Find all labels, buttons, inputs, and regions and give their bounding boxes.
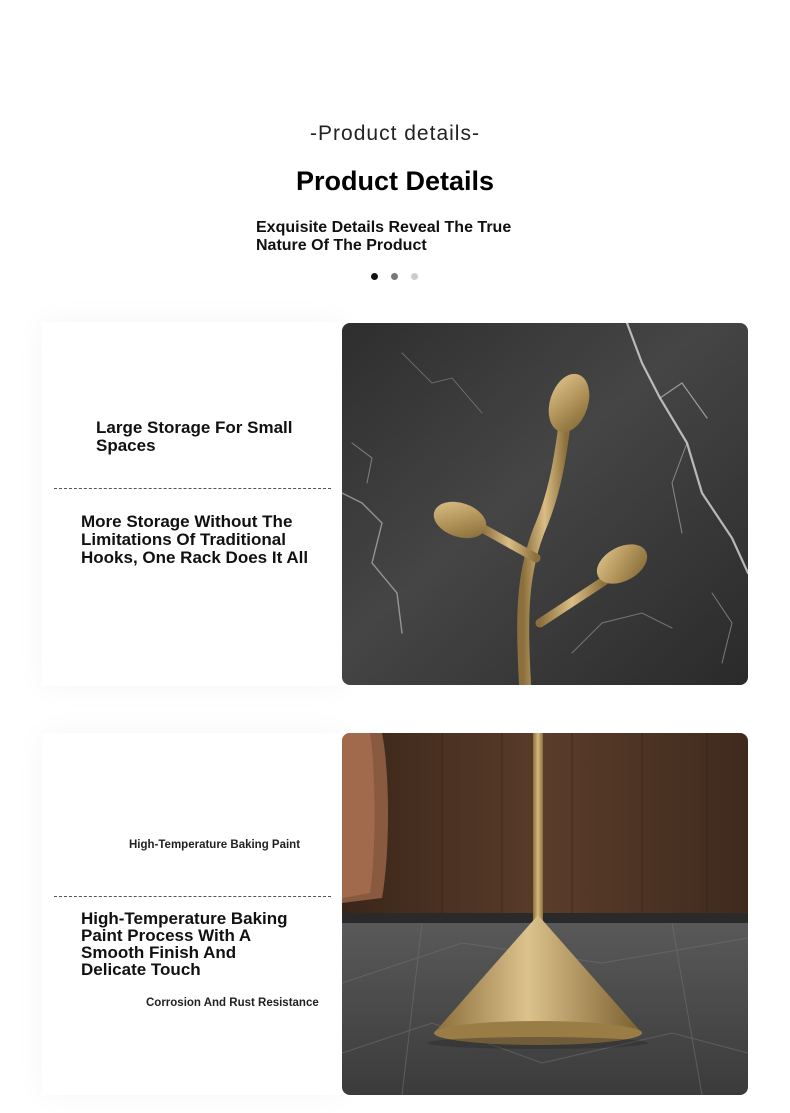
- carousel-dot-3[interactable]: [411, 273, 418, 280]
- page-title: Product Details: [295, 166, 495, 196]
- page-subtitle: Exquisite Details Reveal The True Nature Of The Product: [256, 219, 512, 254]
- carousel-dot-1[interactable]: [371, 273, 378, 280]
- carousel-dot-2[interactable]: [391, 273, 398, 280]
- paint-label: High-Temperature Baking Paint: [129, 839, 301, 851]
- hook-detail-photo: [342, 323, 748, 685]
- rust-resistance-label: Corrosion And Rust Resistance: [146, 997, 319, 1009]
- storage-heading: Large Storage For Small Spaces: [96, 418, 293, 455]
- base-detail-photo: [342, 733, 748, 1095]
- dashed-divider: [54, 488, 331, 489]
- finish-description: High-Temperature Baking Paint Process With A Smooth Finish And Delicate Touch: [81, 909, 288, 979]
- storage-card: [42, 322, 342, 686]
- section-eyebrow: -Product details-: [310, 122, 480, 145]
- storage-description: More Storage Without The Limitations Of Traditional Hooks, One Rack Does It All: [81, 512, 309, 567]
- dashed-divider: [54, 896, 331, 897]
